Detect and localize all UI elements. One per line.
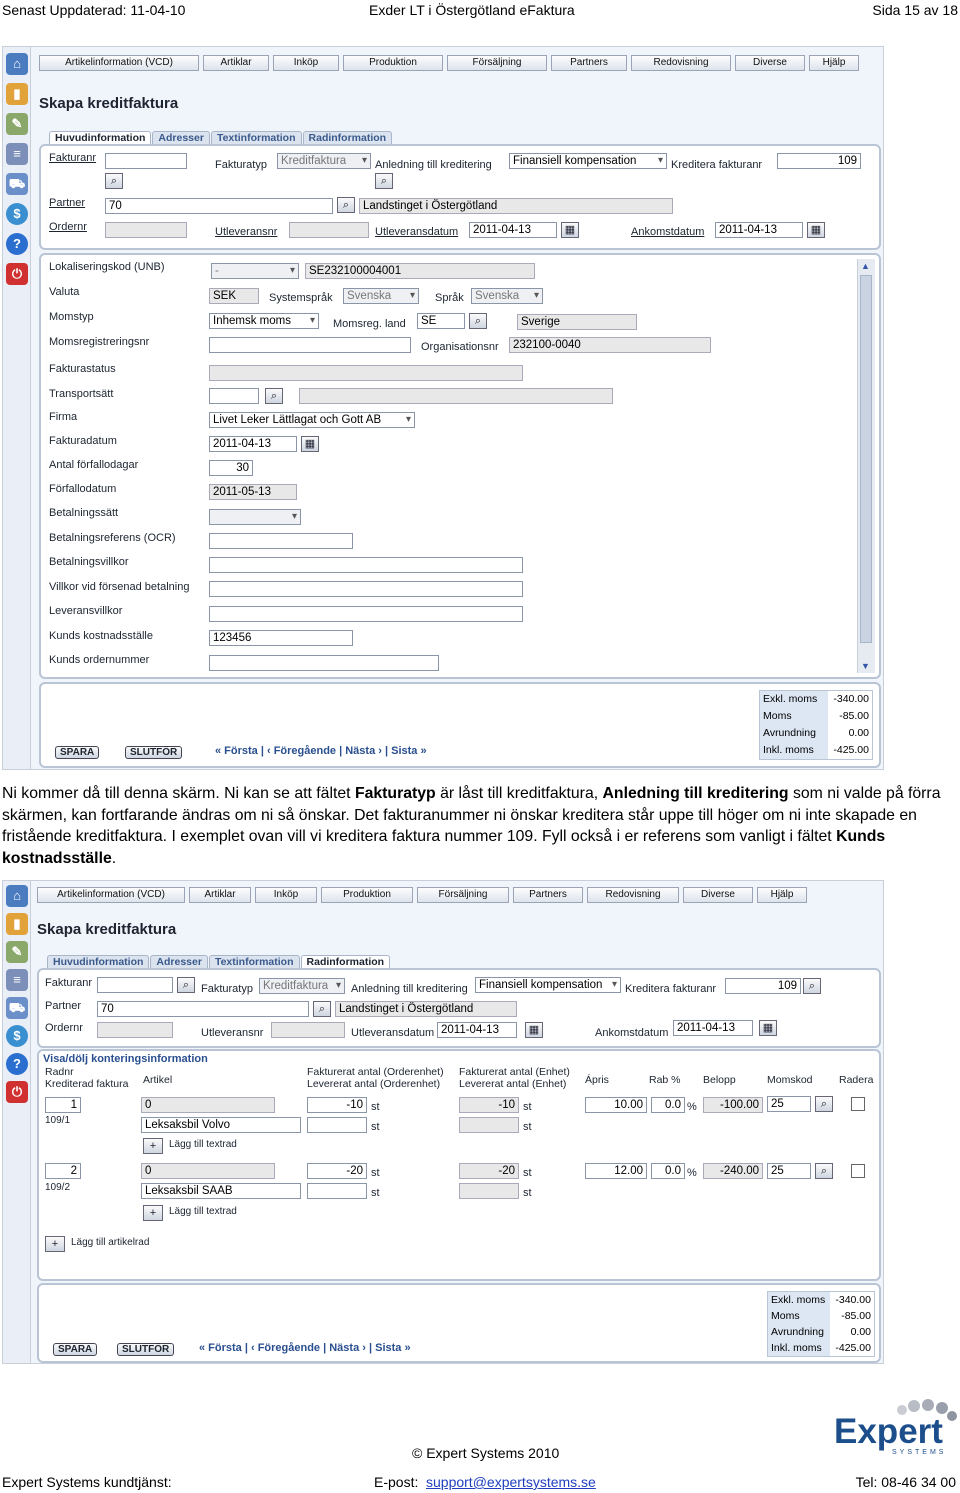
belopp-value: -240.00 [703,1163,763,1179]
momsreg-label: Momsregistreringsnr [49,336,150,348]
leverans-label: Leveransvillkor [49,605,123,617]
search-icon[interactable]: ⌕ [375,173,393,189]
search-icon[interactable]: ⌕ [313,1001,331,1017]
utleveransnr-input [271,1022,345,1038]
power-icon[interactable]: ⏻ [6,1081,28,1103]
utleveransnr-label: Utleveransnr [215,226,278,238]
pagination[interactable]: « Första | ‹ Föregående | Nästa › | Sista » [215,745,427,757]
save-button[interactable]: SPARA [55,746,99,759]
search-icon[interactable]: ⌕ [803,978,821,994]
lev-order-input[interactable] [307,1117,367,1133]
kostnad-input[interactable]: 123456 [209,630,353,646]
document-title: Exder LT i Östergötland eFaktura [369,2,575,18]
col-belopp: Belopp [703,1074,736,1086]
tab-textinformation[interactable]: Textinformation [209,955,300,969]
screenshot-1 [2,46,884,770]
lokal-label: Lokaliseringskod (UNB) [49,261,165,273]
totals-table [767,1291,875,1357]
forfallodatum-value: 2011-05-13 [209,484,297,500]
lev-enhet-value [459,1117,519,1133]
partner-input[interactable]: 70 [97,1001,309,1017]
add-text-icon[interactable]: + [143,1205,163,1221]
villkor-label: Betalningsvillkor [49,556,129,568]
momstyp-label: Momstyp [49,311,94,323]
menu-partners[interactable]: Partners [513,887,583,903]
para-bold-3: Kunds kostnadsställe [2,828,886,867]
forfallodatum-label: Förfallodatum [49,483,117,495]
utleveransdatum-label: Utleveransdatum [351,1027,435,1039]
ordernr-label: Ordernr [49,221,87,233]
col-momskod: Momskod [767,1074,813,1086]
copyright: © Expert Systems 2010 [412,1445,560,1461]
systemsprak-select[interactable]: Svenska ▾ [343,288,419,304]
dollar-icon[interactable]: $ [6,1025,28,1047]
ordernr-input [105,222,187,238]
ocr-input[interactable] [209,533,353,549]
tab-bar [47,955,391,969]
apris-input[interactable]: 12.00 [585,1163,647,1179]
menu-inkop[interactable]: Inköp [273,55,339,71]
header-panel [37,968,881,1048]
tab-huvudinformation[interactable]: Huvudinformation [47,955,149,969]
col-artikel: Artikel [143,1074,173,1086]
menu-diverse[interactable]: Diverse [683,887,753,903]
chart-icon[interactable]: ▮ [6,83,28,105]
main-menu [39,55,859,71]
fakturanr-input[interactable] [97,977,173,993]
rabatt-input[interactable]: 0.0 [651,1163,685,1179]
menu-partners[interactable]: Partners [551,55,627,71]
scrollbar[interactable] [857,259,875,673]
valuta-value: SEK [209,288,259,304]
menu-produktion[interactable]: Produktion [343,55,443,71]
valuta-label: Valuta [49,286,80,298]
calendar-icon[interactable]: ▦ [561,222,579,238]
para-bold-2: Anledning till kreditering [602,785,789,802]
page-number: Sida 15 av 18 [872,2,958,18]
transport-input[interactable] [209,388,259,404]
menu-diverse[interactable]: Diverse [735,55,805,71]
menu-forsaljning[interactable]: Försäljning [417,887,509,903]
main-menu [37,887,807,903]
lokal-value: SE232100004001 [305,263,535,279]
percent-label: % [687,1101,697,1113]
fakturatyp-label: Fakturatyp [215,159,267,171]
add-row-link[interactable]: Lägg till artikelrad [71,1237,150,1248]
page-header [0,2,960,20]
page-title: Skapa kreditfaktura [39,95,179,112]
menu-artiklar[interactable]: Artiklar [203,55,269,71]
home-icon[interactable]: ⌂ [6,53,28,75]
moms-label: Moms [760,708,828,725]
menu-artiklar[interactable]: Artiklar [189,887,251,903]
pagination[interactable]: « Första | ‹ Föregående | Nästa › | Sista » [199,1342,411,1354]
fakturatyp-label: Fakturatyp [201,983,253,995]
para-text-4: . [111,849,117,867]
tab-bar [49,131,393,145]
tab-radinformation[interactable]: Radinformation [301,955,391,969]
fakt-order-input[interactable]: -10 [307,1097,367,1113]
tab-textinformation[interactable]: Textinformation [211,131,302,145]
document-icon[interactable]: ≡ [6,143,28,165]
partner-name: Landstinget i Östergötland [359,198,673,214]
footer-panel [39,682,881,768]
add-text-link[interactable]: Lägg till textrad [169,1139,237,1150]
edit-icon[interactable]: ✎ [6,113,28,135]
kreditera-fakturanr-input[interactable]: 109 [725,978,801,994]
lev-enhet-value [459,1183,519,1199]
lev-order-input[interactable] [307,1183,367,1199]
power-icon[interactable]: ⏻ [6,263,28,285]
kreditera-fakturanr-input[interactable]: 109 [777,153,861,169]
delete-checkbox[interactable] [851,1164,865,1178]
kreditera-label: Kreditera fakturanr [625,983,717,995]
tab-adresser[interactable]: Adresser [152,131,210,145]
calendar-icon[interactable]: ▦ [759,1020,777,1036]
villkor-input[interactable] [209,557,523,573]
col-apris: Ápris [585,1074,609,1086]
krediterad-ref: 109/1 [45,1115,71,1126]
col-rab: Rab % [649,1074,681,1086]
orgnr-label: Organisationsnr [421,341,499,353]
para-bold-1: Fakturatyp [354,785,436,802]
unit-label: st [523,1187,532,1199]
menu-redovisning[interactable]: Redovisning [631,55,731,71]
apris-input[interactable]: 10.00 [585,1097,647,1113]
leverans-input[interactable] [209,606,523,622]
ankomstdatum-label: Ankomstdatum [595,1027,669,1039]
truck-icon[interactable]: ⛟ [6,173,28,195]
forfallodagar-label: Antal förfallodagar [49,459,139,471]
scroll-up-icon[interactable]: ▲ [861,261,870,271]
email-label: E-post: [374,1474,419,1490]
para-text-2: är låst till kreditfaktura, [435,785,603,802]
status-value [209,365,523,381]
rabatt-input[interactable]: 0.0 [651,1097,685,1113]
service-label: Expert Systems kundtjänst: [2,1474,172,1490]
utleveransdatum-input[interactable]: 2011-04-13 [469,222,557,238]
anledning-label: Anledning till kreditering [351,983,468,995]
search-icon[interactable]: ⌕ [815,1163,833,1179]
menu-artikelinfo[interactable]: Artikelinformation (VCD) [39,55,199,71]
exkl-moms-value: -340.00 [830,1292,874,1308]
menu-hjalp[interactable]: Hjälp [757,887,807,903]
menu-artikelinfo[interactable]: Artikelinformation (VCD) [37,887,185,903]
unit-label: st [371,1121,380,1133]
menu-produktion[interactable]: Produktion [321,887,413,903]
belopp-value: -100.00 [703,1097,763,1113]
avrundning-value: 0.00 [830,1324,874,1340]
lokal-select[interactable]: - ▾ [211,263,299,279]
utleveransnr-input [289,222,369,238]
fakt-order-input[interactable]: -20 [307,1163,367,1179]
home-icon[interactable]: ⌂ [6,885,28,907]
calendar-icon[interactable]: ▦ [807,222,825,238]
fakturanr-input[interactable] [105,153,187,169]
totals-table [759,690,873,760]
finish-button[interactable]: SLUTFÖR [125,746,182,759]
exkl-moms-value: -340.00 [828,691,872,708]
kostnad-label: Kunds kostnadsställe [49,630,153,642]
moms-value: -85.00 [830,1308,874,1324]
add-text-link[interactable]: Lägg till textrad [169,1206,237,1217]
ordernr-input [97,1022,173,1038]
add-text-icon[interactable]: + [143,1138,163,1154]
forsenad-input[interactable] [209,581,523,597]
rows-panel [37,1049,881,1281]
search-icon[interactable]: ⌕ [815,1096,833,1112]
firma-select[interactable]: Livet Leker Lättlagat och Gott AB ▾ [209,412,415,428]
toggle-accounting-link[interactable]: Visa/dölj konteringsinformation [43,1053,208,1065]
col-lev-order: Levererat antal (Orderenhet) [307,1078,441,1090]
menu-hjalp[interactable]: Hjälp [809,55,859,71]
fakturanr-label: Fakturanr [45,977,93,989]
betalningssatt-select[interactable] [209,509,301,525]
col-fakt-order: Fakturerat antal (Orderenhet) [307,1066,444,1078]
exkl-moms-label: Exkl. moms [768,1292,830,1308]
para-text-3: som ni valde på förra skärmen, kan fortfarande ändras om ni så önskar. Det fakturanummer ni önskar kreditera står uppe till höger om ni inte skapade en fristående kreditfaktura. I exemplet ovan vill vi kreditera faktura nummer 109. Fyll också i er referens som vanligt i fältet [2,785,941,845]
help-icon[interactable]: ? [6,233,28,255]
radnr-input[interactable]: 2 [45,1163,81,1179]
ordernr-label: Ordernr [45,1022,83,1034]
calendar-icon[interactable]: ▦ [525,1022,543,1038]
forfallodagar-input[interactable]: 30 [209,460,253,476]
avrundning-label: Avrundning [768,1324,830,1340]
unit-label: st [371,1101,380,1113]
unit-label: st [371,1167,380,1179]
orgnr-value: 232100-0040 [509,337,711,353]
footer-panel [37,1283,881,1363]
truck-icon[interactable]: ⛟ [6,997,28,1019]
firma-label: Firma [49,411,78,423]
partner-label: Partner [45,1000,82,1012]
momskod-input[interactable]: 25 [767,1163,811,1179]
logo-subtext: SYSTEMS [892,1449,947,1456]
momskod-input[interactable]: 25 [767,1096,811,1112]
page-title: Skapa kreditfaktura [37,921,177,938]
avrundning-label: Avrundning [760,725,828,742]
momsland-label: Momsreg. land [333,318,406,330]
ankomstdatum-input[interactable]: 2011-04-13 [673,1020,753,1036]
finish-button[interactable]: SLUTFÖR [117,1343,174,1356]
fakt-enhet-value: -20 [459,1163,519,1179]
betalningssatt-label: Betalningssätt [49,507,119,519]
krediterad-ref: 109/2 [45,1182,71,1193]
delete-checkbox[interactable] [851,1097,865,1111]
forsenad-label: Villkor vid försenad betalning [49,581,190,593]
ankomstdatum-input[interactable]: 2011-04-13 [715,222,803,238]
status-label: Fakturastatus [49,363,116,375]
col-krediterad: Krediterad faktura [45,1078,129,1090]
sprak-label: Språk [435,292,464,304]
moms-label: Moms [768,1308,830,1324]
partner-name: Landstinget i Östergötland [335,1001,517,1017]
edit-icon[interactable]: ✎ [6,941,28,963]
fakturadatum-input[interactable]: 2011-04-13 [209,436,297,452]
inkl-moms-value: -425.00 [830,1340,874,1356]
unit-label: st [523,1121,532,1133]
utleveransnr-label: Utleveransnr [201,1027,264,1039]
anledning-label: Anledning till kreditering [375,159,492,171]
kreditera-label: Kreditera fakturanr [671,159,763,171]
partner-label: Partner [49,197,86,209]
search-icon[interactable]: ⌕ [469,313,487,329]
radnr-input[interactable]: 1 [45,1097,81,1113]
menu-inkop[interactable]: Inköp [255,887,317,903]
fakturatyp-select[interactable]: Kreditfaktura ▾ [259,978,345,994]
screenshot-2 [2,880,884,1364]
document-icon[interactable]: ≡ [6,969,28,991]
tab-radinformation[interactable]: Radinformation [303,131,393,145]
para-text-1: Ni kommer då till denna skärm. Ni kan se att fältet [2,785,355,802]
percent-label: % [687,1167,697,1179]
unit-label: st [523,1167,532,1179]
unit-label: st [371,1187,380,1199]
email-link[interactable]: support@expertsystems.se [426,1474,596,1490]
menu-redovisning[interactable]: Redovisning [587,887,679,903]
transport-name [299,388,613,404]
search-icon[interactable]: ⌕ [337,197,355,213]
momsreg-input[interactable] [209,337,411,353]
expert-systems-logo [832,1398,958,1460]
anledning-select[interactable]: Finansiell kompensation ▾ [475,977,621,993]
phone: Tel: 08-46 34 00 [855,1474,956,1490]
artikel-input: 0 [141,1163,275,1179]
invoice-form-panel [39,253,881,679]
systemsprak-label: Systemspråk [269,292,333,304]
scroll-down-icon[interactable]: ▼ [861,661,870,671]
help-icon[interactable]: ? [6,1053,28,1075]
save-button[interactable]: SPARA [53,1343,97,1356]
land-name: Sverige [517,314,637,330]
avrundning-value: 0.00 [828,725,872,742]
anledning-select[interactable]: Finansiell kompensation ▾ [509,153,667,169]
tab-huvudinformation[interactable]: Huvudinformation [49,131,151,145]
col-radera: Radera [839,1074,874,1086]
ocr-label: Betalningsreferens (OCR) [49,532,176,544]
utleveransdatum-input[interactable]: 2011-04-13 [437,1022,517,1038]
add-row-icon[interactable]: + [45,1236,65,1252]
col-radnr: Radnr [45,1066,74,1078]
unit-label: st [523,1101,532,1113]
artikel-name[interactable]: Leksaksbil Volvo [141,1117,301,1133]
fakturanr-label: Fakturanr [49,152,97,164]
fakt-enhet-value: -10 [459,1097,519,1113]
menu-forsaljning[interactable]: Försäljning [447,55,547,71]
sidebar [3,881,31,1363]
dollar-icon[interactable]: $ [6,203,28,225]
ankomstdatum-label: Ankomstdatum [631,226,705,238]
sidebar [3,47,31,769]
fakturadatum-label: Fakturadatum [49,435,117,447]
momsland-input[interactable]: SE [417,313,465,329]
instruction-paragraph [2,783,960,869]
col-lev-enhet: Levererat antal (Enhet) [459,1078,567,1090]
fakturatyp-select[interactable]: Kreditfaktura ▾ [277,153,371,169]
search-icon[interactable]: ⌕ [265,388,283,404]
kundorder-label: Kunds ordernummer [49,654,150,666]
utleveransdatum-label: Utleveransdatum [375,226,459,238]
kundorder-input[interactable] [209,655,439,671]
search-icon[interactable]: ⌕ [105,173,123,189]
scroll-thumb[interactable] [860,275,872,643]
moms-value: -85.00 [828,708,872,725]
exkl-moms-label: Exkl. moms [760,691,828,708]
header-panel [39,144,881,250]
sprak-select[interactable]: Svenska ▾ [471,288,543,304]
col-fakt-enhet: Fakturerat antal (Enhet) [459,1066,570,1078]
artikel-input: 0 [141,1097,275,1113]
partner-input[interactable]: 70 [105,198,333,214]
inkl-moms-label: Inkl. moms [760,742,828,759]
last-updated: Senast Uppdaterad: 11-04-10 [2,2,186,18]
calendar-icon[interactable]: ▦ [301,436,319,452]
logo-text: Expert [834,1412,943,1451]
artikel-name[interactable]: Leksaksbil SAAB [141,1183,301,1199]
momstyp-select[interactable]: Inhemsk moms ▾ [209,313,319,329]
chart-icon[interactable]: ▮ [6,913,28,935]
transport-label: Transportsätt [49,388,114,400]
inkl-moms-value: -425.00 [828,742,872,759]
inkl-moms-label: Inkl. moms [768,1340,830,1356]
tab-adresser[interactable]: Adresser [150,955,208,969]
search-icon[interactable]: ⌕ [177,977,195,993]
